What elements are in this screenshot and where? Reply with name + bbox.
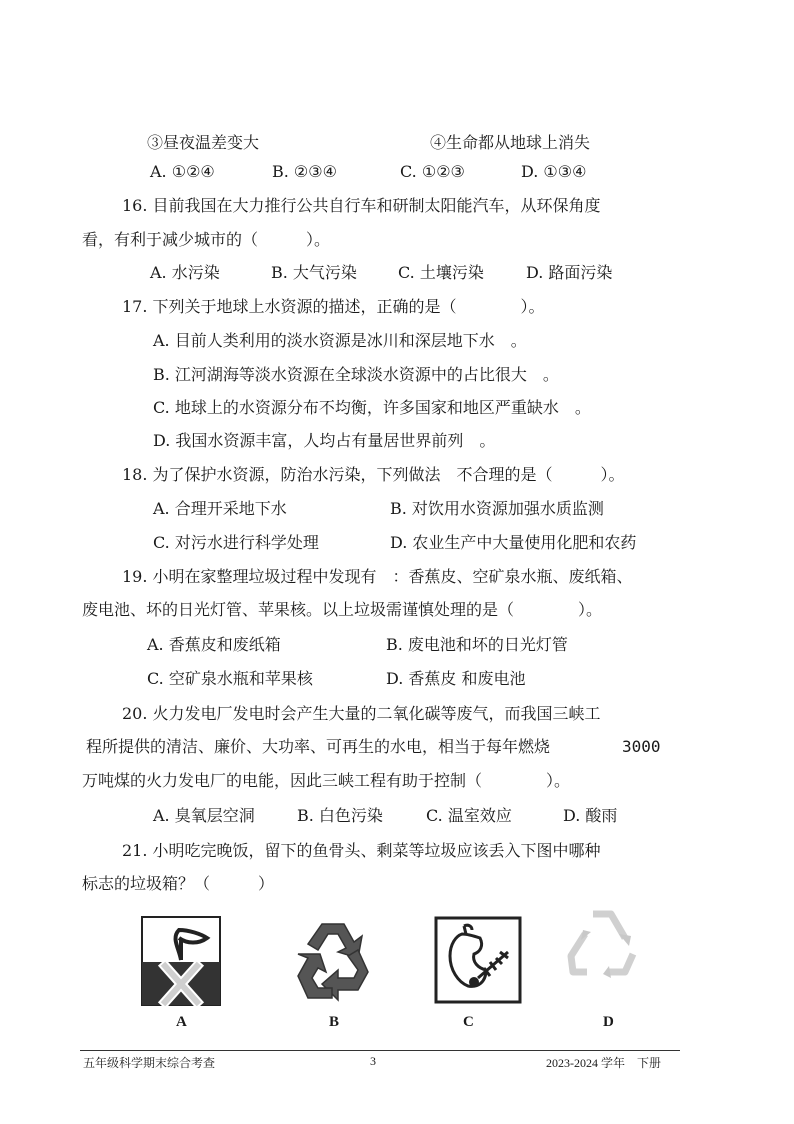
q15-choice-d: D. ①③④: [521, 162, 587, 181]
q16-choice-b: B. 大气污染: [271, 263, 357, 282]
q18-stem: 18. 为了保护水资源，防治水污染，下列做法 不合理的是（ ）。: [122, 465, 625, 484]
q19-choice-d: D. 香蕉皮 和废电池: [386, 669, 526, 688]
q18-choice-b: B. 对饮用水资源加强水质监测: [390, 499, 604, 518]
q15-option-4: ④生命都从地球上消失: [430, 133, 591, 152]
q19-stem-line2: 废电池、坏的日光灯管、苹果核。以上垃圾需谨慎处理的是（ ）。: [82, 600, 603, 619]
q20-choice-a: A. 臭氧层空洞: [153, 806, 255, 825]
q21-stem-line2: 标志的垃圾箱？（ ）: [82, 874, 275, 893]
q17-choice-d: D. 我国水资源丰富，人均占有量居世界前列 。: [153, 431, 496, 450]
icon-label-c: C: [463, 1014, 474, 1030]
q18-choice-d: D. 农业生产中大量使用化肥和农药: [390, 533, 637, 552]
icon-label-a: A: [176, 1014, 187, 1030]
q18-choice-c: C. 对污水进行科学处理: [153, 533, 319, 552]
q21-stem-line1: 21. 小明吃完晚饭，留下的鱼骨头、剩菜等垃圾应该丢入下图中哪种: [122, 841, 601, 860]
page-number: 3: [370, 1054, 376, 1068]
q17-choice-a: A. 目前人类利用的淡水资源是冰川和深层地下水 。: [153, 331, 527, 350]
footer-title: 五年级科学期末综合考查: [83, 1056, 216, 1070]
q19-choice-c: C. 空矿泉水瓶和苹果核: [147, 669, 313, 688]
q17-stem: 17. 下列关于地球上水资源的描述，正确的是（ ）。: [122, 297, 545, 316]
q16-stem-line2: 看，有利于减少城市的（ ）。: [82, 230, 331, 249]
q20-choice-c: C. 温室效应: [426, 806, 512, 825]
icon-label-d: D: [603, 1014, 614, 1030]
q20-stem-line2: 程所提供的清洁、廉价、大功率、可再生的水电，相当于每年燃烧: [86, 737, 551, 756]
q16-choice-d: D. 路面污染: [526, 263, 613, 282]
q15-option-3: ③昼夜温差变大: [147, 133, 260, 152]
q20-number: 3000: [622, 737, 661, 756]
faded-recycle-icon: [563, 906, 641, 986]
q15-choice-a: A. ①②④: [150, 162, 215, 181]
q20-choice-d: D. 酸雨: [563, 806, 618, 825]
non-recyclable-icon: [141, 916, 221, 1006]
q18-choice-a: A. 合理开采地下水: [153, 499, 287, 518]
q20-choice-b: B. 白色污染: [297, 806, 383, 825]
q17-choice-b: B. 江河湖海等淡水资源在全球淡水资源中的占比很大 。: [153, 365, 559, 384]
q16-choice-c: C. 土壤污染: [398, 263, 484, 282]
q16-choice-a: A. 水污染: [150, 263, 220, 282]
icon-label-b: B: [329, 1014, 340, 1030]
q19-choice-b: B. 废电池和坏的日光灯管: [386, 635, 568, 654]
q20-stem-line3: 万吨煤的火力发电厂的电能，因此三峡工程有助于控制（ ）。: [82, 771, 571, 790]
q16-stem-line1: 16. 目前我国在大力推行公共自行车和研制太阳能汽车，从环保角度: [122, 196, 601, 215]
q15-choice-c: C. ①②③: [400, 162, 465, 181]
q19-choice-a: A. 香蕉皮和废纸箱: [147, 635, 281, 654]
footer-term: 2023-2024 学年 下册: [546, 1056, 661, 1070]
q19-stem-line1: 19. 小明在家整理垃圾过程中发现有 ：香蕉皮、空矿泉水瓶、废纸箱、: [122, 567, 633, 586]
q20-stem-line1: 20. 火力发电厂发电时会产生大量的二氧化碳等废气，而我国三峡工: [122, 704, 601, 723]
recycle-icon: [288, 914, 378, 1004]
kitchen-waste-icon: [434, 916, 522, 1004]
footer-rule: [80, 1050, 680, 1051]
q15-choice-b: B. ②③④: [272, 162, 337, 181]
q17-choice-c: C. 地球上的水资源分布不均衡，许多国家和地区严重缺水 。: [153, 398, 591, 417]
